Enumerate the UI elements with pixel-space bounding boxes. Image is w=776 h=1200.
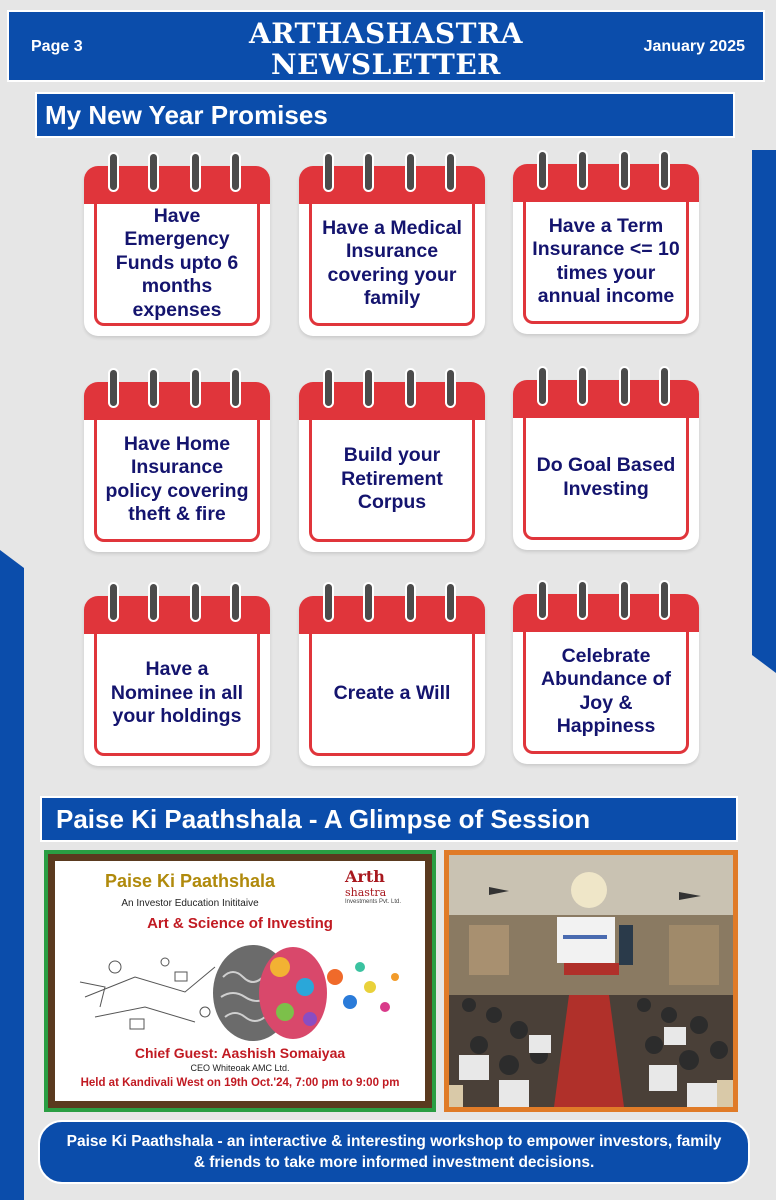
poster-title: Paise Ki Paathshala	[104, 871, 276, 891]
calendar-ring-icon	[659, 366, 670, 406]
calendar-ring-icon	[190, 152, 201, 192]
promise-card	[299, 368, 485, 552]
promise-card	[84, 152, 270, 336]
logo-line-3: Investments Pvt. Ltd.	[345, 899, 402, 905]
promise-card	[299, 152, 485, 336]
calendar-body	[309, 634, 475, 756]
calendar-body	[309, 204, 475, 326]
calendar-ring-icon	[619, 366, 630, 406]
calendar-ring-icon	[405, 368, 416, 408]
calendar-ring-icon	[577, 580, 588, 620]
calendar-ring-icon	[659, 150, 670, 190]
calendar-ring-icon	[619, 150, 630, 190]
calendar-ring-icon	[108, 368, 119, 408]
calendar-ring-icon	[230, 368, 241, 408]
calendar-ring-icon	[363, 582, 374, 622]
promises-section-title: My New Year Promises	[35, 92, 735, 138]
calendar-ring-icon	[537, 150, 548, 190]
calendar-ring-icon	[363, 152, 374, 192]
calendar-ring-icon	[190, 582, 201, 622]
poster-topic: Art & Science of Investing	[147, 915, 333, 932]
poster-subtitle: An Investor Education Inititaive	[121, 898, 259, 909]
calendar-body	[94, 204, 260, 326]
promise-text: Have Home Insurance policy covering theft & fire	[105, 432, 249, 525]
calendar-ring-icon	[108, 152, 119, 192]
title-line-1: ARTHASHASTRA	[249, 17, 523, 50]
calendar-ring-icon	[577, 366, 588, 406]
calendar-ring-icon	[230, 152, 241, 192]
poster-board-frame	[48, 854, 432, 1108]
calendar-body	[94, 634, 260, 756]
promise-text: Do Goal Based Investing	[536, 454, 676, 500]
session-section-title: Paise Ki Paathshala - A Glimpse of Session	[40, 796, 738, 842]
calendar-body	[309, 420, 475, 542]
calendar-ring-icon	[659, 580, 670, 620]
session-audience-photo	[444, 850, 738, 1112]
poster-chief-guest: Chief Guest: Aashish Somaiyaa	[134, 1045, 346, 1061]
calendar-body	[523, 632, 689, 754]
calendar-ring-icon	[148, 368, 159, 408]
calendar-ring-icon	[405, 152, 416, 192]
promise-card	[84, 582, 270, 766]
arthashastra-logo	[345, 867, 415, 905]
calendar-ring-icon	[619, 580, 630, 620]
calendar-ring-icon	[148, 152, 159, 192]
calendar-ring-icon	[445, 582, 456, 622]
calendar-ring-icon	[405, 582, 416, 622]
promise-card	[84, 368, 270, 552]
calendar-ring-icon	[537, 580, 548, 620]
promise-text: Have Emergency Funds upto 6 months expenses	[115, 204, 239, 321]
promise-card	[513, 580, 699, 764]
calendar-ring-icon	[323, 582, 334, 622]
calendar-ring-icon	[108, 582, 119, 622]
promise-card	[513, 150, 699, 334]
calendar-body	[523, 418, 689, 540]
poster-venue-time: Held at Kandivali West on 19th Oct.'24, 7:00 pm to 9:00 pm	[80, 1077, 400, 1089]
calendar-ring-icon	[148, 582, 159, 622]
promise-text: Create a Will	[333, 681, 451, 704]
calendar-ring-icon	[577, 150, 588, 190]
promise-text: Have a Medical Insurance covering your family	[322, 216, 462, 309]
logo-line-1: Arth	[345, 867, 385, 886]
promise-text: Celebrate Abundance of Joy & Happiness	[541, 644, 671, 737]
promise-text: Build your Retirement Corpus	[341, 444, 443, 514]
page-number: Page 3	[31, 38, 83, 55]
promise-card	[513, 366, 699, 550]
session-poster-photo	[44, 850, 436, 1112]
poster-guest-role: CEO Whiteoak AMC Ltd.	[190, 1063, 290, 1073]
decorative-side-bar-left	[0, 568, 24, 1200]
newsletter-header	[7, 10, 765, 82]
promise-text: Have a Nominee in all your holdings	[110, 658, 244, 728]
calendar-ring-icon	[323, 152, 334, 192]
calendar-body	[94, 420, 260, 542]
logo-line-2: shastra	[345, 886, 387, 899]
calendar-body	[523, 202, 689, 324]
session-poster	[55, 861, 425, 1101]
issue-date: January 2025	[643, 38, 745, 55]
session-description: Paise Ki Paathshala - an interactive & interesting workshop to empower investors, family & friends to take more informed investment decisions.	[38, 1120, 750, 1184]
audience-photo-image	[449, 855, 733, 1107]
calendar-ring-icon	[537, 366, 548, 406]
calendar-ring-icon	[190, 368, 201, 408]
calendar-ring-icon	[323, 368, 334, 408]
promise-text: Have a Term Insurance <= 10 times your annual income	[532, 214, 680, 307]
calendar-ring-icon	[363, 368, 374, 408]
calendar-ring-icon	[445, 152, 456, 192]
calendar-ring-icon	[445, 368, 456, 408]
decorative-side-bar-right	[752, 150, 776, 655]
promise-card	[299, 582, 485, 766]
brain-illustration	[75, 937, 409, 1045]
calendar-ring-icon	[230, 582, 241, 622]
title-line-2: NEWSLETTER	[271, 48, 501, 81]
